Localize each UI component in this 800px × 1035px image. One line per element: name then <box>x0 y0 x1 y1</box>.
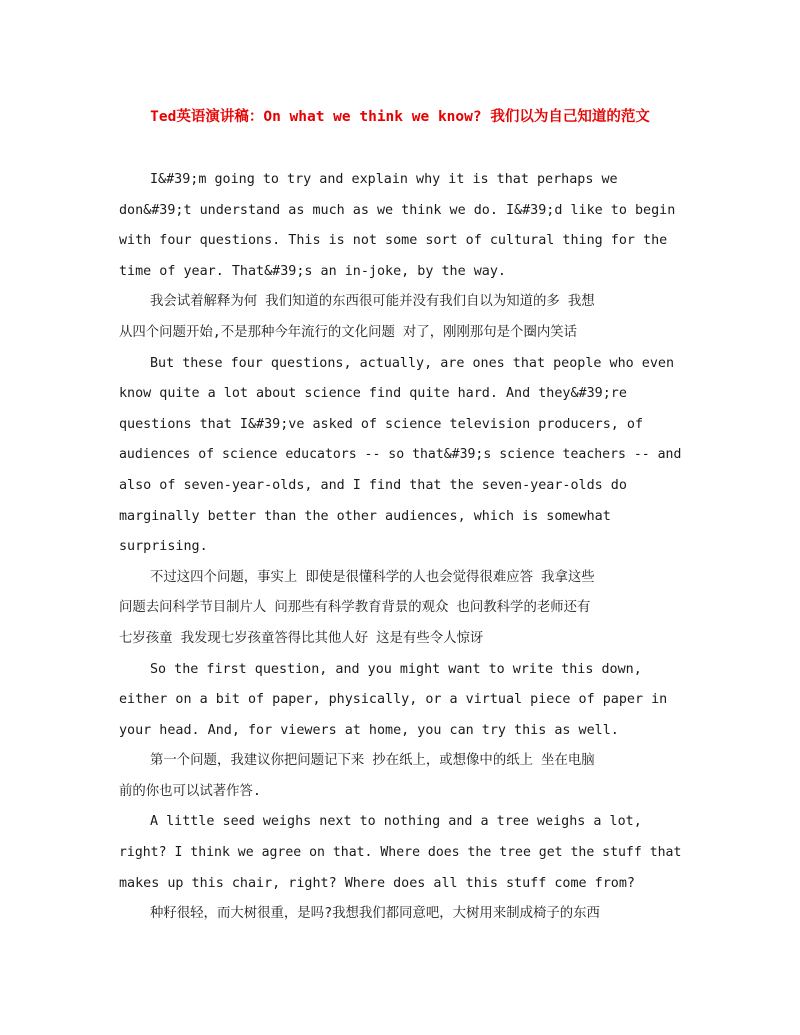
paragraph <box>119 287 681 348</box>
text-line: time of year. That&#39;s an in-joke, by the way. <box>119 263 506 279</box>
text-line: either on a bit of paper, physically, or a virtual piece of paper in <box>119 692 668 708</box>
text-line: But these four questions, actually, are ones that people who even <box>150 355 675 371</box>
text-line: A little seed weighs next to nothing and a tree weighs a lot, <box>150 814 642 830</box>
paragraph <box>119 563 681 655</box>
paragraph <box>119 655 681 747</box>
paragraph <box>119 165 681 287</box>
text-line: with four questions. This is not some sort of cultural thing for the <box>119 233 668 249</box>
text-line: 我会试着解释为何 我们知道的东西很可能并没有我们自以为知道的多 我想 <box>150 294 595 310</box>
text-line: know quite a lot about science find quite hard. And they&#39;re <box>119 386 627 402</box>
text-line: 七岁孩童 我发现七岁孩童答得比其他人好 这是有些令人惊讶 <box>119 630 484 646</box>
text-line: So the first question, and you might want to write this down, <box>150 661 642 677</box>
text-line: I&#39;m going to try and explain why it is that perhaps we <box>150 172 618 187</box>
text-line: makes up this chair, right? Where does all this stuff come from? <box>119 875 635 891</box>
text-line: your head. And, for viewers at home, you can try this as well. <box>119 722 619 738</box>
paragraph <box>119 349 681 563</box>
text-line: 第一个问题，我建议你把问题记下来 抄在纸上，或想像中的纸上 坐在电脑 <box>150 753 595 769</box>
text-line: surprising. <box>119 539 208 555</box>
text-line: 从四个问题开始,不是那种今年流行的文化问题 对了，刚刚那句是个圈内笑话 <box>119 324 578 340</box>
text-line: marginally better than the other audiences, which is somewhat <box>119 508 611 524</box>
text-line: 种籽很轻，而大树很重，是吗?我想我们都同意吧，大树用来制成椅子的东西 <box>150 906 600 922</box>
text-line: don&#39;t understand as much as we think we do. I&#39;d like to begin <box>119 202 676 218</box>
text-line: audiences of science educators -- so that&#39;s science teachers -- and <box>119 447 682 463</box>
text-line: questions that I&#39;ve asked of science television producers, of <box>119 416 644 432</box>
text-line: 问题去问科学节目制片人 问那些有科学教育背景的观众 也问教科学的老师还有 <box>119 600 591 616</box>
document-body <box>119 165 681 930</box>
text-line: 不过这四个问题，事实上 即使是很懂科学的人也会觉得很难应答 我拿这些 <box>150 569 595 585</box>
document-title: Ted英语演讲稿：On what we think we know? 我们以为自己知道的范文 <box>150 109 650 125</box>
text-line: also of seven-year-olds, and I find that the seven-year-olds do <box>119 477 627 493</box>
text-line: right? I think we agree on that. Where does the tree get the stuff that <box>119 845 682 861</box>
paragraph <box>119 746 681 807</box>
paragraph <box>119 899 681 930</box>
text-line: 前的你也可以试著作答. <box>119 783 261 799</box>
paragraph <box>119 807 681 899</box>
